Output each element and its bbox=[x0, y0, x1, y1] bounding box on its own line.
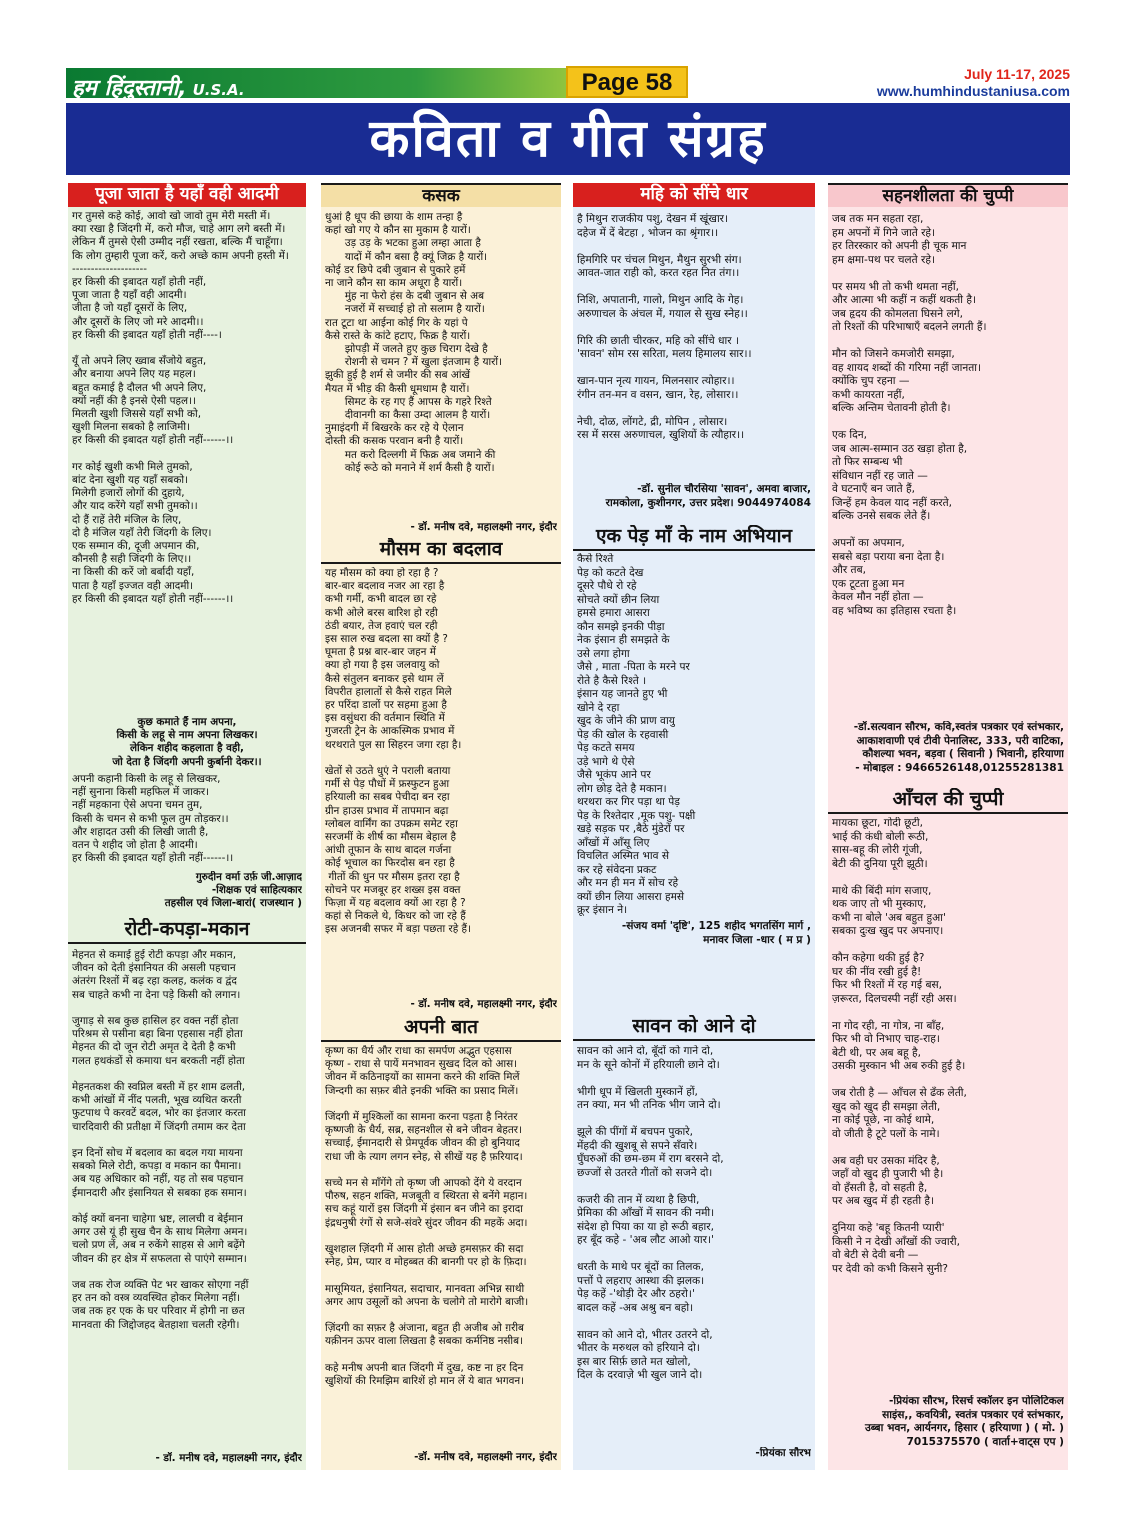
poem-title: एक पेड़ माँ के नाम अभियान bbox=[573, 525, 815, 551]
poem-body: यह मौसम को क्या हो रहा है ? बार-बार बदलाव नजर आ रहा है कभी गर्मी, कभी बादल छा रहे कभी ओले बरस बारिश हो रही ठंडी बयार, तेज हवाएं चल रही इस साल रुख बदला सा क्यों है ? घूमता है प्रश्न बार-बार जहन में क्या हो गया है इस जलवायु को कैसे संतुलन बनाकर इसे थाम लें विपरीत हालातों से कैसे राहत मिले हर परिंदा डालों पर सहमा हुआ है इस वसुंधरा की वर्तमान स्थिति में गुजरती ट्रेन के आकस्मिक प्रभाव में थरथराते पुल सा सिहरन जगा रहा है। खेतों से उठते धुएं ने पराली बताया गर्मी से पेड़ पौधों में फ्रस्फुटन हुआ हरियाली का सबब पेचीदा बन रहा ग्रीन हाउस प्रभाव में तापमान बढ़ा ग्लोबल वार्मिंग का उपक्रम समेट रहा सरजमीं के शीर्ष का मौसम बेहाल है आंधी तूफान के साथ बादल गर्जना कोई भूचाल का फिरदोस बन रहा है गीतों की धुन पर मौसम इतरा रहा है सोचने पर मजबूर हर शख्स इस वक्त फिज़ा में यह बदलाव क्यों आ रहा है ? कहां से निकले थे, किधर को जा रहे हैं इस अजनबी सफर में बड़ा पछता रहे हैं। bbox=[325, 567, 471, 936]
poem-body: कैसे रिश्ते पेड़ को कटते देख दूसरे पौधे रो रहे सोचते क्यों छीन लिया हमसे हमारा आसरा कौन समझे इनकी पीड़ा नेक इंसान ही समझते के उसे लगा होगा जैसे , माता -पिता के मरने पर रोते है कैसे रिश्ते । इंसान यह जानते हुए भी खोने दे रहा खुद के जीने की प्राण वायु पेड़ की खोल के रहवासी पेड़ कटते समय उड़े भागे थे ऐसे जैसे भूकंप आने पर लोग छोड़ देते है मकान। थरथरा कर गिर पड़ा था पेड़ पेड़ के रिश्तेदार ,मूक पशु- पक्षी खड़े सड़क पर ,बैठे मुंडेरों पर आँखों में आँसू लिए विचलित अस्मित भाव से कर रहे संवेदना प्रकट और मन ही मन में सोच रहे क्यों छीन लिया आसरा हमसे क्रूर इंसान ने। bbox=[577, 553, 696, 916]
poem-body: सावन को आने दो, बूँदों को गाने दो, मन के सूने कोनों में हरियाली छाने दो। भीगी धूप में खिलती मुस्कानें हों, तन क्या, मन भी तनिक भीग जाने दो। झूले की पींगों में बचपन पुकारे, मेंहदी की खुशबू से सपने सँवारे। घुँघरुओं की छम-छम में राग बरसने दो, छज्जों से उतरते गीतों को सजने दो। कजरी की तान में व्यथा है छिपी, प्रेमिका की आँखों में सावन की नमी। संदेश हो पिया का या हो रूठी बहार, हर बूँद कहे - 'अब लौट आओ यार।' धरती के माथे पर बूंदों का तिलक, पत्तों पे लहराए आस्था की झलक। पेड़ कहें -'थोड़ी देर और ठहरो।' बादल कहें -अब अश्रु बन बहो। सावन को आने दो, भीतर उतरने दो, भीतर के मरुथल को हरियाने दो। इस बार सिर्फ़ छाते मत खोलो, दिल के दरवाज़े भी खुल जाने दो। bbox=[577, 1045, 724, 1381]
poem-credit: -संजय वर्मा 'दृष्टि', 125 शहीद भगतसिंग मार्ग , मनावर जिला -धार ( म प्र ) bbox=[621, 920, 811, 946]
paper-name-text: हम हिंदुस्तानी, bbox=[72, 76, 187, 101]
poem-body: कृष्ण का धैर्य और राधा का समर्पण अद्भुत एहसास कृष्ण - राधा से पायें मनभावन सुखद दिल को आस। जीवन में कठिनाइयों का सामना करने की शक्ति मिलें जिन्दगी का सफ़र बीते इनकी भक्ति का प्रसाद मिलें। जिंदगी में मुश्किलों का सामना करना पड़ता है निरंतर कृष्णजी के धैर्य, सब्र, सहनशील से बने जीवन बेहतर। सच्चाई, ईमानदारी से प्रेमपूर्वक जीवन की हो बुनियाद राधा जी के त्याग लगन स्नेह, से सीखें यह है फ़रियाद। सच्चे मन से माँगेंगे तो कृष्ण जी आपको देंगे ये वरदान पौरुष, सहन शक्ति, मजबूती व स्थिरता से बनेंगे महान। सच कहूं यारों इस जिंदगी में इंसान बन जीने का इरादा इंद्रधनुषी रंगों से सजे-संवरे सुंदर जीवन की महकें अदा। खुशहाल ज़िंदगी में आस होती अच्छे हमसफ़र की सदा स्नेह, प्रेम, प्यार व मोहब्बत की बानगी पर हो के फ़िदा। मासूमियत, इंसानियत, सदाचार, मानवता अभिन्न साथी अगर आप उसूलों को अपना के चलोगे तो मारोगे बाजी। ज़िंदगी का सफ़र है अंजाना, बहुत ही अजीब ओ ग़रीब यक़ीनन ऊपर वाला लिखता है सबका कर्मनिष्ठ नसीब। कहे मनीष अपनी बात जिंदगी में दुख, कष्ट ना हर दिन खुशियों की रिमझिम बारिशें हो मान लें ये बात भगवन। bbox=[325, 1045, 529, 1388]
paper-region: U.S.A. bbox=[192, 81, 245, 99]
poem-title: पूजा जाता है यहाँ वही आदमी bbox=[68, 183, 306, 207]
poem-credit: -डॉ.सत्यवान सौरभ, कवि,स्वतंत्र पत्रकार एवं स्तंभकार, आकाशवाणी एवं टीवी पेनालिस्ट, 333, परी वाटिका, कौशल्या भवन, बड़वा ( सिवानी ) भिवानी, हरियाणा - मोबाइल : 9466526148,01255281381 bbox=[853, 721, 1064, 774]
website-link[interactable]: www.humhindustaniusa.com bbox=[876, 83, 1070, 99]
poem-credit: -प्रियंका सौरभ, रिसर्च स्कॉलर इन पोलिटिकल साइंस,, कवयित्री, स्वतंत्र पत्रकार एवं स्तंभकार, उब्बा भवन, आर्यनगर, हिसार ( हरियाणा ) ( मो. ) 7015375570 ( वार्ता+वाट्स एप ) bbox=[864, 1395, 1064, 1448]
section-banner: कविता व गीत संग्रह bbox=[66, 103, 1070, 175]
poem-title: महि को सींचे धार bbox=[573, 183, 815, 207]
poem-body: धुआं है धूप की छाया के शाम तन्हा है कहां खो गए ये कौन सा मुकाम है यारों। उड़ उड़ के भटका हुआ लम्हा आता है यादों में कौन बसा है क्यूं जिक्र है यारों। कोई डर छिपे दबी जुबान से पुकारे हमें ना जाने कौन सा काम अधूरा है यारों। मुंह ना फेरो हंस के दबी जुबान से अब नजरों में सच्चाई हो तो सलाम है यारों। रात टूटा था आईना कोई गिर के यहां पे कैसे रास्ते के कांटे हटाए, फिक्र है यारों। झोपड़ी में जलते हुए कुछ चिराग देखे है रोशनी से चमन ? में खुला इंतजाम है यारों। झुकी हुई है शर्म से जमीर की सब आंखें मैयत में भीड़ की कैसी धूमधाम है यारों। सिमट के रह गए हैं आपस के गहरे रिश्ते दीवानगी का कैसा उम्दा आलम है यारों। नुमाइंदगी में बिखरके कर रहे ये ऐलान दोस्ती की कसक परवान बनी है यारों। मत करो दिल्लगी में फिक्र अब जमाने की कोई रूठे को मनाने में शर्म कैसी है यारों। bbox=[325, 211, 503, 474]
column-1 bbox=[68, 183, 306, 1470]
poem-title: सावन को आने दो bbox=[573, 1015, 815, 1041]
page-number: Page 58 bbox=[566, 66, 688, 98]
issue-date: July 11-17, 2025 bbox=[964, 66, 1070, 82]
poem-title: अपनी बात bbox=[321, 1016, 561, 1042]
poem-title: आँचल की चुप्पी bbox=[828, 788, 1068, 814]
poem-body: मायका छूटा, गोदी छूटी, भाई की कंधी बोली रूठी, सास-बहू की लोरी गूंजी, बेटी की दुनिया पूरी झूठी। माथे की बिंदी मांग सजाए, थक जाए तो भी मुस्काए, कभी ना बोले 'अब बहुत हुआ' सबका दुःख खुद पर अपनाए। कौन कहेगा थकी हुई है? घर की नींव रखी हुई है! फिर भी रिश्तों में रह गई बस, ज़रूरत, दिलचस्पी नहीं रही अस। ना गोद रही, ना गोत्र, ना बाँह, फिर भी वो निभाए चाह-राह। बेटी थी, पर अब बहू है, उसकी मुस्कान भी अब रुकी हुई है। जब रोती है — आँचल से ढँक लेती, खुद को खुद ही समझा लेती, ना कोई पूछे, ना कोई थामे, वो जीती है टूटे पलों के नामे। अब वही घर उसका मंदिर है, जहाँ वो खुद ही पुजारी भी है। वो हँसती है, वो सहती है, पर अब खुद में ही रहती है। दुनिया कहे 'बहू कितनी प्यारी' किसी ने न देखी आँखों की ज्वारी, वो बेटी से देवी बनी — पर देवी को कभी किसने सुनी? bbox=[832, 817, 967, 1275]
poem-credit: गुरुदीन वर्मा उर्फ़ जी.आज़ाद -शिक्षक एवं साहित्यकार तहसील एवं जिला-बारां( राजस्थान ) bbox=[164, 871, 302, 910]
poem-body: गर तुमसे कहे कोई, आवो खो जावो तुम मेरी मस्ती में। क्या रखा है जिंदगी में, करो मौज, चाहे आग लगे बस्ती में। लेकिन मैं तुमसे ऐसी उम्मीद नहीं रखता, बल्कि मैं चाहूँगा। कि लोग तुम्हारी पूजा करें, करो अच्छे काम अपनी हस्ती में। -------------------- हर किसी की इबादत यहाँ होती नहीं, पूजा जाता है यहाँ वही आदमी। जीता है जो यहाँ दूसरों के लिए, और दूसरों के लिए जो मरे आदमी।। हर किसी की इबादत यहाँ होती नहीं----। यूँ तो अपने लिए ख्वाब सँजोये बहुत, और बनाया अपने लिए यह महल। बहुत कमाई है दौलत भी अपने लिए, क्यों नहीं की है इनसे ऐसी पहल।। मिलती खुशी जिससे यहाँ सभी को, खुशी मिलना सबको है लाजिमी। हर किसी की इबादत यहाँ होती नहीं------।। गर कोई खुशी कभी मिले तुमको, बांट देना खुशी यह यहाँ सबको। मिलेगी हजारों लोगों की दुहाये, और याद करेंगे यहाँ सभी तुमको।। दो हैं राहें तेरी मंजिल के लिए, दो है मंजिल यहाँ तेरी जिंदगी के लिए। एक सम्मान की, दूजी अपमान की, कौनसी है सही जिंदगी के लिए।। ना किसी की करें जो बर्बादी यहाँ, पाता है यहाँ इज्जत वही आदमी। हर किसी की इबादत यहाँ होती नहीं------।। bbox=[72, 210, 289, 605]
poem-credit: - डॉ. मनीष दवे, महालक्ष्मी नगर, इंदौर bbox=[410, 521, 557, 533]
column-3 bbox=[573, 183, 815, 1470]
column-2 bbox=[321, 183, 561, 1470]
poem-credit: -डॉ. मनीष दवे, महालक्ष्मी नगर, इंदौर bbox=[414, 1451, 557, 1463]
poem-credit: -प्रियंका सौरभ bbox=[755, 1447, 811, 1459]
masthead bbox=[66, 66, 1070, 100]
masthead-green-bar bbox=[66, 68, 566, 101]
poem-body: है मिथुन राजकीय पशु, देखन में खूंखार। दहेज में दें बेटहा , भोजन का श्रृंगार।। हिमगिरि पर चंचल मिथुन, मैथुन सुरभी संग। आवत-जात राही को, करत रहत नित तंग।। निशि, अपातानी, गालो, मिथुन आदि के गेह। अरुणाचल के अंचल में, गयाल से सुख स्नेह।। गिरि की छाती चीरकर, महि को सींचे धार । 'सावन' सोम रस सरिता, मलय हिमालय सार।। खान-पान नृत्य गायन, मिलनसार त्योहार।। रंगीन तन-मन व वसन, खान, रेह, लोसार।। नेची, दोळ, लोंगटे, द्री, मोपिन , लोसार। रस में सरस अरुणाचल, खुशियों के त्यौहार।। bbox=[577, 213, 752, 441]
poem-body: मेहनत से कमाई हुई रोटी कपड़ा और मकान, जीवन को देती इंसानियत की असली पहचान अंतरंग रिश्तों में बढ़ रहा कलह, कलंक व द्वंद सब चाहते कभी ना देना पड़े किसी को लगान। जुगाड़ से सब कुछ हासिल हर वक्त नहीं होता परिश्रम से पसीना बहा बिना एहसास नहीं होता मेहनत की दो जून रोटी अमृत दे देती है कभी गलत हथकंडों से कमाया धन बरकती नहीं होता मेहनतकश की स्वप्निल बस्ती में हर शाम ढलती, कभी आंखों में नींद पलती, भूख व्यथित करती फुटपाथ पे करवटें बदल, भोर का इंतजार करता चारदिवारी की प्रतीक्षा में जिंदगी तमाम कर देता इन दिनों सोच में बदलाव का बदल गया मायना सबको मिले रोटी, कपड़ा व मकान का पैमाना। अब यह अधिकार को नहीं, यह तो सब पहचान ईमानदारी और इंसानियत से सबका हक समान। कोई क्यों बनना चाहेगा भ्रष्ट, लालची व बेईमान अगर उसे यूं ही सुख चैन के साथ मिलेगा अमन। चलो प्रण लें, अब न रुकेंगे साहस से आगे बढ़ेंगे जीवन की हर क्षेत्र में सफलता से पाएंगे सम्मान। जब तक रोज व्यक्ति पेट भर खाकर सोएगा नहीं हर तन को वस्त्र व्यवस्थित होकर मिलेगा नहीं। जब तक हर एक के घर परिवार में होगी ना छत मानवता की जिद्दोजहद बेतहाशा चलती रहेगी। bbox=[72, 949, 249, 1331]
poem-body: अपनी कहानी किसी के लहू से लिखकर, नहीं सुनाना किसी महफिल में जाकर। नहीं महकाना ऐसे अपना चमन तुम, किसी के चमन से कभी फूल तुम तोड़कर।। और शहादत उसी की लिखी जाती है, वतन पे शहीद जो होता है आदमी। हर किसी की इबादत यहाँ होती नहीं------।। bbox=[72, 773, 234, 865]
poem-title: सहनशीलता की चुप्पी bbox=[828, 183, 1068, 207]
poem-title: कसक bbox=[321, 183, 561, 207]
poem-credit: - डॉ. मनीष दवे, महालक्ष्मी नगर, इंदौर bbox=[155, 1452, 302, 1464]
poem-title: रोटी-कपड़ा-मकान bbox=[68, 918, 306, 944]
poem-body: जब तक मन सहता रहा, हम अपनों में गिने जाते रहे। हर तिरस्कार को अपनी ही चूक मान हम क्षमा-पथ पर चलते रहे। पर समय भी तो कभी थमता नहीं, और आत्मा भी कहीं न कहीं थकती है। जब हृदय की कोमलता घिसने लगे, तो रिश्तों की परिभाषाएँ बदलने लगती हैं। मौन को जिसने कमजोरी समझा, वह शायद शब्दों की गरिमा नहीं जानता। क्योंकि चुप रहना — कभी कायरता नहीं, बल्कि अन्तिम चेतावनी होती है। एक दिन, जब आत्म-सम्मान उठ खड़ा होता है, तो फिर सम्बन्ध भी संविधान नहीं रह जाते — वे घटनाएँ बन जाते हैं, जिन्हें हम केवल याद नहीं करते, बल्कि उनसे सबक लेते हैं। अपनों का अपमान, सबसे बड़ा पराया बना देता है। और तब, एक टूटता हुआ मन केवल मौन नहीं होता — वह भविष्य का इतिहास रचता है। bbox=[832, 213, 987, 617]
column-4 bbox=[828, 183, 1068, 1470]
poem-highlight: कुछ कमाते हैं नाम अपना, किसी के लहू से नाम अपना लिखकर। लेकिन शहीद कहलाता है वही, जो देता है जिंदगी अपनी कुर्बानी देकर।। bbox=[112, 716, 262, 768]
poem-title: मौसम का बदलाव bbox=[321, 538, 561, 564]
poem-credit: -डॉ. सुनील चौरसिया 'सावन', अमवा बाजार, रामकोला, कुशीनगर, उत्तर प्रदेश। 9044974084 bbox=[605, 483, 811, 509]
paper-name bbox=[72, 72, 245, 102]
poem-credit: - डॉ. मनीष दवे, महालक्ष्मी नगर, इंदौर bbox=[410, 998, 557, 1010]
